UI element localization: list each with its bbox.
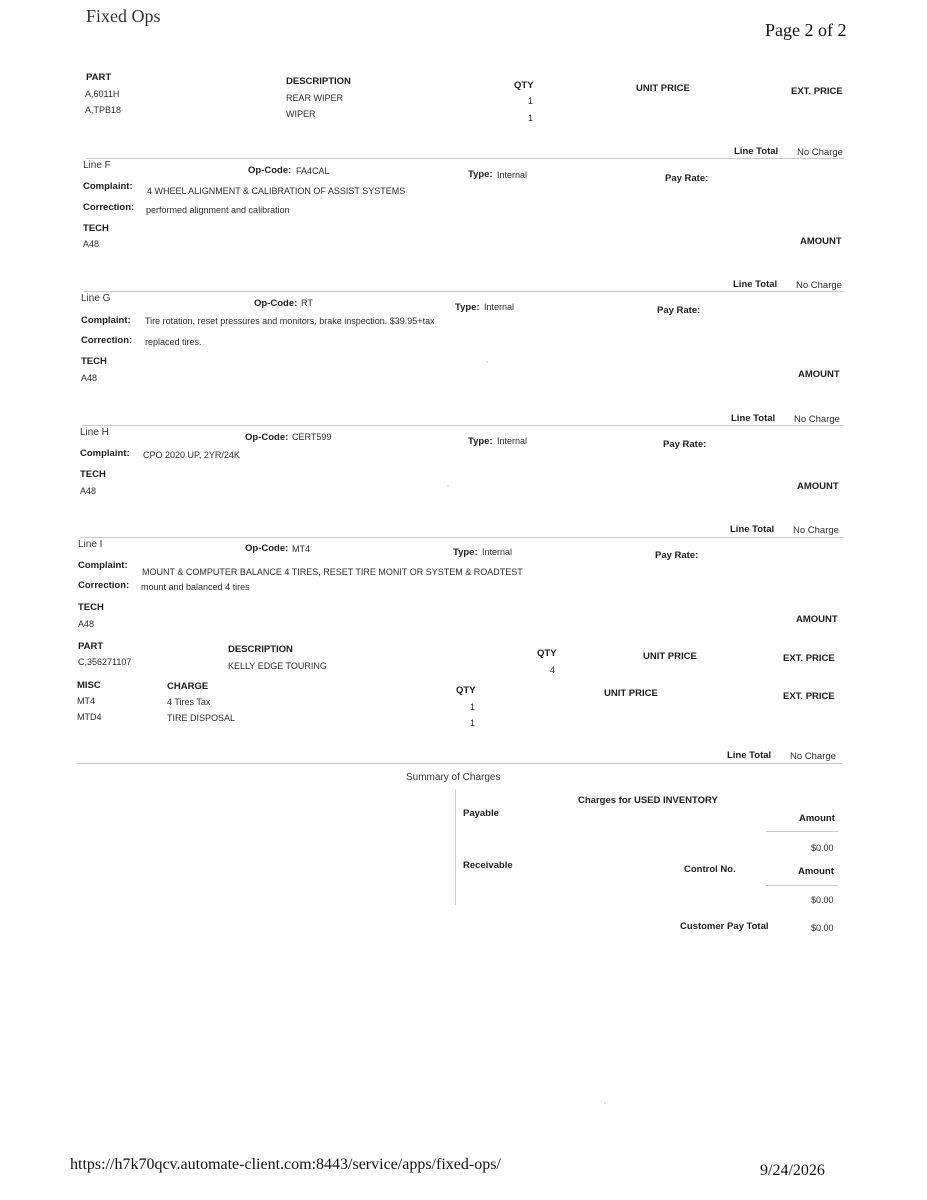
part-description: REAR WIPER: [286, 93, 344, 103]
page-indicator: Page 2 of 2: [765, 20, 847, 40]
type-value: Internal: [497, 170, 528, 180]
correction-label: Correction:: [81, 335, 133, 346]
divider: [766, 831, 838, 832]
customer-pay-total-value: $0.00: [811, 923, 834, 933]
correction-label: Correction:: [83, 202, 135, 213]
tech-label: TECH: [80, 469, 106, 480]
tech-label: TECH: [83, 223, 109, 234]
line-total-value: No Charge: [790, 751, 836, 762]
correction-text: performed alignment and calibration: [146, 205, 290, 215]
type-label: Type:: [468, 169, 493, 180]
complaint-label: Complaint:: [80, 448, 130, 459]
col-unit-price-header: UNIT PRICE: [643, 651, 697, 662]
col-misc-header: MISC: [77, 680, 101, 691]
correction-label: Correction:: [78, 580, 130, 591]
divider: [84, 291, 844, 292]
part-qty: 1: [528, 113, 534, 123]
customer-pay-total-label: Customer Pay Total: [680, 921, 769, 932]
type-label: Type:: [468, 436, 493, 447]
col-qty-header: QTY: [456, 685, 476, 696]
part-qty: 4: [550, 665, 556, 675]
line-total-value: No Charge: [797, 147, 843, 158]
pay-rate-label: Pay Rate:: [665, 173, 709, 184]
col-ext-price-header: EXT. PRICE: [783, 691, 835, 702]
footer-date: 9/24/2026: [760, 1162, 825, 1179]
complaint-text: CPO 2020 UP, 2YR/24K: [143, 450, 240, 460]
line-total-value: No Charge: [796, 280, 842, 291]
divider: [82, 425, 844, 426]
complaint-text: MOUNT & COMPUTER BALANCE 4 TIRES, RESET TIRE MONIT OR SYSTEM & ROADTEST: [142, 567, 523, 577]
divider: [766, 885, 838, 886]
line-title: Line G: [81, 293, 111, 304]
line-total-value: No Charge: [794, 414, 840, 425]
line-title: Line I: [78, 539, 103, 550]
receivable-amount: $0.00: [811, 895, 834, 905]
complaint-text: 4 WHEEL ALIGNMENT & CALIBRATION OF ASSIST SYSTEMS: [147, 186, 406, 196]
col-description-header: DESCRIPTION: [286, 76, 351, 87]
complaint-label: Complaint:: [81, 315, 131, 326]
control-no-label: Control No.: [684, 864, 736, 875]
type-label: Type:: [453, 547, 478, 558]
tech-label: TECH: [78, 602, 104, 613]
op-code-value: MT4: [292, 544, 310, 554]
summary-title: Summary of Charges: [406, 772, 501, 783]
col-qty-header: QTY: [537, 648, 557, 659]
col-ext-price-header: EXT. PRICE: [791, 86, 843, 97]
amount-label: AMOUNT: [796, 614, 838, 625]
divider: [77, 763, 842, 764]
amount-label: Amount: [799, 813, 835, 824]
scan-speck: [447, 485, 449, 487]
line-total-label: Line Total: [727, 750, 772, 761]
type-value: Internal: [482, 547, 513, 557]
misc-code: MTD4: [77, 712, 102, 722]
amount-label: AMOUNT: [797, 481, 839, 492]
divider: [80, 537, 844, 538]
complaint-text: Tire rotation, reset pressures and monitors, brake inspection. $39.95+tax: [145, 316, 435, 326]
divider: [86, 158, 844, 159]
misc-qty: 1: [470, 718, 476, 728]
line-title: Line H: [80, 427, 109, 438]
line-total-label: Line Total: [734, 146, 779, 157]
correction-text: replaced tires.: [145, 337, 202, 347]
tech-label: TECH: [81, 356, 107, 367]
tech-value: A48: [81, 373, 98, 383]
line-total-value: No Charge: [793, 525, 839, 536]
pay-rate-label: Pay Rate:: [663, 439, 707, 450]
misc-qty: 1: [470, 702, 476, 712]
footer-url: https://h7k70qcv.automate-client.com:8443/service/apps/fixed-ops/: [70, 1156, 501, 1173]
payable-amount: $0.00: [811, 843, 834, 853]
complaint-label: Complaint:: [83, 181, 133, 192]
tech-value: A48: [78, 619, 95, 629]
amount-label: Amount: [798, 866, 834, 877]
part-number: A,TPB18: [85, 105, 122, 115]
scan-speck: [604, 1102, 606, 1104]
tech-value: A48: [83, 239, 100, 249]
misc-charge: TIRE DISPOSAL: [167, 713, 236, 723]
part-number: C,356271107: [78, 657, 132, 667]
misc-charge: 4 Tires Tax: [167, 697, 211, 707]
misc-code: MT4: [77, 696, 95, 706]
scan-speck: [486, 361, 488, 363]
op-code-label: Op-Code:: [254, 298, 298, 309]
op-code-label: Op-Code:: [245, 543, 289, 554]
amount-label: AMOUNT: [800, 236, 842, 247]
part-description: KELLY EDGE TOURING: [228, 661, 327, 671]
col-unit-price-header: UNIT PRICE: [636, 83, 690, 94]
pay-rate-label: Pay Rate:: [655, 550, 699, 561]
line-title: Line F: [83, 160, 111, 171]
type-value: Internal: [497, 436, 528, 446]
receivable-label: Receivable: [463, 860, 513, 871]
col-charge-header: CHARGE: [167, 681, 209, 692]
op-code-value: FA4CAL: [296, 166, 330, 176]
app-title: Fixed Ops: [86, 6, 161, 26]
charges-for-label: Charges for USED INVENTORY: [578, 795, 718, 806]
complaint-label: Complaint:: [78, 560, 128, 571]
line-total-label: Line Total: [730, 524, 775, 535]
correction-text: mount and balanced 4 tires: [141, 582, 250, 592]
type-label: Type:: [455, 302, 480, 313]
type-value: Internal: [484, 302, 515, 312]
amount-label: AMOUNT: [798, 369, 840, 380]
col-unit-price-header: UNIT PRICE: [604, 688, 658, 699]
payable-label: Payable: [463, 808, 499, 819]
tech-value: A48: [80, 486, 97, 496]
pay-rate-label: Pay Rate:: [657, 305, 701, 316]
line-total-label: Line Total: [733, 279, 778, 290]
col-qty-header: QTY: [514, 80, 534, 91]
part-number: A,6011H: [85, 89, 120, 99]
op-code-label: Op-Code:: [245, 432, 289, 443]
part-qty: 1: [528, 96, 534, 106]
col-part-header: PART: [86, 72, 112, 83]
op-code-value: RT: [301, 298, 313, 308]
op-code-value: CERT599: [292, 432, 332, 442]
col-part-header: PART: [78, 641, 104, 652]
summary-divider: [455, 789, 456, 905]
line-total-label: Line Total: [731, 413, 776, 424]
op-code-label: Op-Code:: [248, 165, 292, 176]
col-description-header: DESCRIPTION: [228, 644, 293, 655]
col-ext-price-header: EXT. PRICE: [783, 653, 835, 664]
part-description: WIPER: [286, 109, 316, 119]
